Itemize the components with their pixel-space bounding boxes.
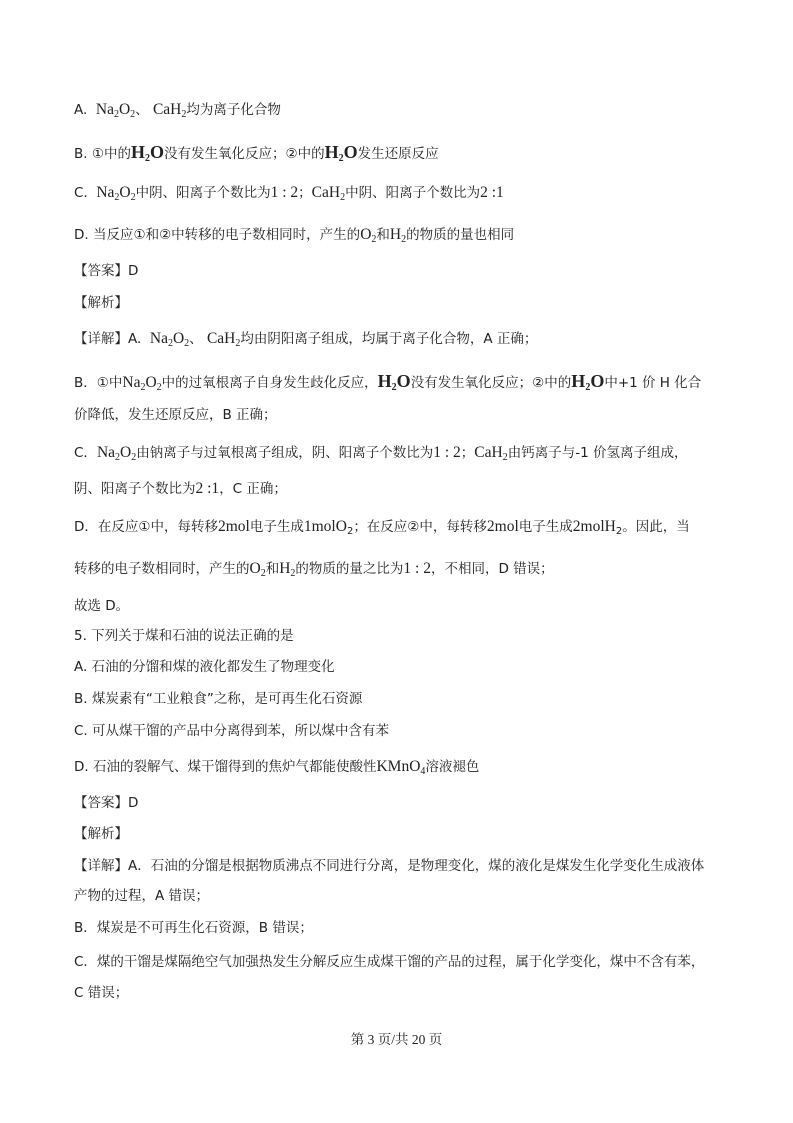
- q5-detail-c-cont: C 错误；: [74, 985, 129, 1001]
- q5-detail-b: B．煤炭是不可再生化石资源，B 错误；: [74, 920, 313, 936]
- q4-detail-c-cont: 阴、阳离子个数比为2 :1，C 正确；: [74, 480, 287, 497]
- q4-detail-b: B．①中$Na_2O_2$中的过氧根离子自身发生歧化反应，$H_2O$没有发生氧化反应；②中的$H_2O$中+1 价 H 化合: [74, 371, 702, 393]
- q5-detail-c: C．煤的干馏是煤隔绝空气加强热发生分解反应生成煤干馏的产品的过程，属于化学变化，煤中不含有苯，: [74, 954, 705, 970]
- q4-option-c: C. $Na_2O_2$中阴、阳离子个数比为1 : 2；CaH$_2$中阴、阳离子个数比为2 :1: [74, 184, 504, 203]
- formula-cah2: CaH$_2$: [474, 444, 508, 463]
- q5-option-d: D. 石油的裂解气、煤干馏得到的焦炉气都能使酸性KMnO$_4$溶液褪色: [74, 758, 480, 777]
- q5-detail-a-cont: 产物的过程，A 错误；: [74, 888, 210, 904]
- formula-cah2: CaH$_2$: [152, 101, 187, 120]
- q5-option-a: A. 石油的分馏和煤的液化都发生了物理变化: [74, 659, 335, 675]
- q5-detail-a: 【详解】A．石油的分馏是根据物质沸点不同进行分离，是物理变化，煤的液化是煤发生化学变化生成液体: [74, 858, 705, 874]
- formula-cah2: CaH$_2$: [311, 184, 346, 203]
- q5-answer: 【答案】D: [74, 795, 139, 811]
- q5-analysis-heading: 【解析】: [74, 826, 128, 842]
- q4-detail-d-cont: 转移的电子数相同时，产生的$O_2$和$H_2$的物质的量之比为1 : 2，不相同，D 错误；: [74, 560, 554, 579]
- q4-detail-c: C．$Na_2O_2$由钠离子与过氧根离子组成，阴、阳离子个数比为1 : 2；CaH$_2$由钙离子与-1 价氢离子组成，: [74, 444, 688, 463]
- q5-stem: 5. 下列关于煤和石油的说法正确的是: [74, 628, 294, 644]
- q4-detail-d: D．在反应①中，每转移2mol电子生成1molO$_2$；在反应②中，每转移2mol电子生成2molH$_2$。因此，当: [74, 518, 690, 537]
- formula-o2: $O_2$: [249, 560, 266, 579]
- formula-cah2: CaH$_2$: [206, 330, 241, 349]
- q4-option-b: B. ①中的$H_2O$没有发生氧化反应；②中的$H_2O$发生还原反应: [74, 142, 439, 164]
- page-number: 第 3 页/共 20 页: [350, 1032, 443, 1047]
- q4-conclusion: 故选 D。: [74, 598, 130, 614]
- formula-o2: $O_2$: [360, 226, 377, 245]
- formula-h2o: $H_2O$: [324, 142, 358, 164]
- formula-h2: $H_2$: [389, 226, 407, 245]
- q5-option-b: B. 煤炭素有“工业粮食”之称，是可再生化石资源: [74, 691, 363, 707]
- q4-analysis-heading: 【解析】: [74, 295, 128, 311]
- formula-h2: $H_2$: [279, 560, 296, 579]
- formula-na2o2: $Na_2O_2$: [95, 101, 136, 120]
- formula-h2o: $H_2O$: [571, 371, 605, 393]
- formula-na2o2: $Na_2O_2$: [122, 374, 162, 393]
- formula-na2o2: $Na_2O_2$: [96, 444, 137, 463]
- formula-h2o: $H_2O$: [377, 371, 411, 393]
- q4-detail-a: 【详解】A. $Na_2O_2$、 CaH$_2$均由阴阳离子组成，均属于离子化合物，A 正确；: [74, 330, 538, 349]
- q5-option-c: C. 可从煤干馏的产品中分离得到苯，所以煤中含有苯: [74, 723, 390, 739]
- formula-na2o2: $Na_2O_2$: [149, 330, 190, 349]
- formula-h2o: $H_2O$: [130, 142, 164, 164]
- formula-na2o2: $Na_2O_2$: [96, 184, 136, 203]
- q4-answer: 【答案】D: [74, 263, 139, 279]
- q4-option-d: D. 当反应①和②中转移的电子数相同时，产生的$O_2$和$H_2$的物质的量也相同: [74, 226, 515, 245]
- q4-option-a: A. $Na_2O_2$、 CaH$_2$均为离子化合物: [74, 101, 281, 120]
- formula-kmno4: KMnO$_4$: [376, 758, 426, 777]
- q4-detail-b-cont: 价降低，发生还原反应，B 正确；: [74, 407, 277, 423]
